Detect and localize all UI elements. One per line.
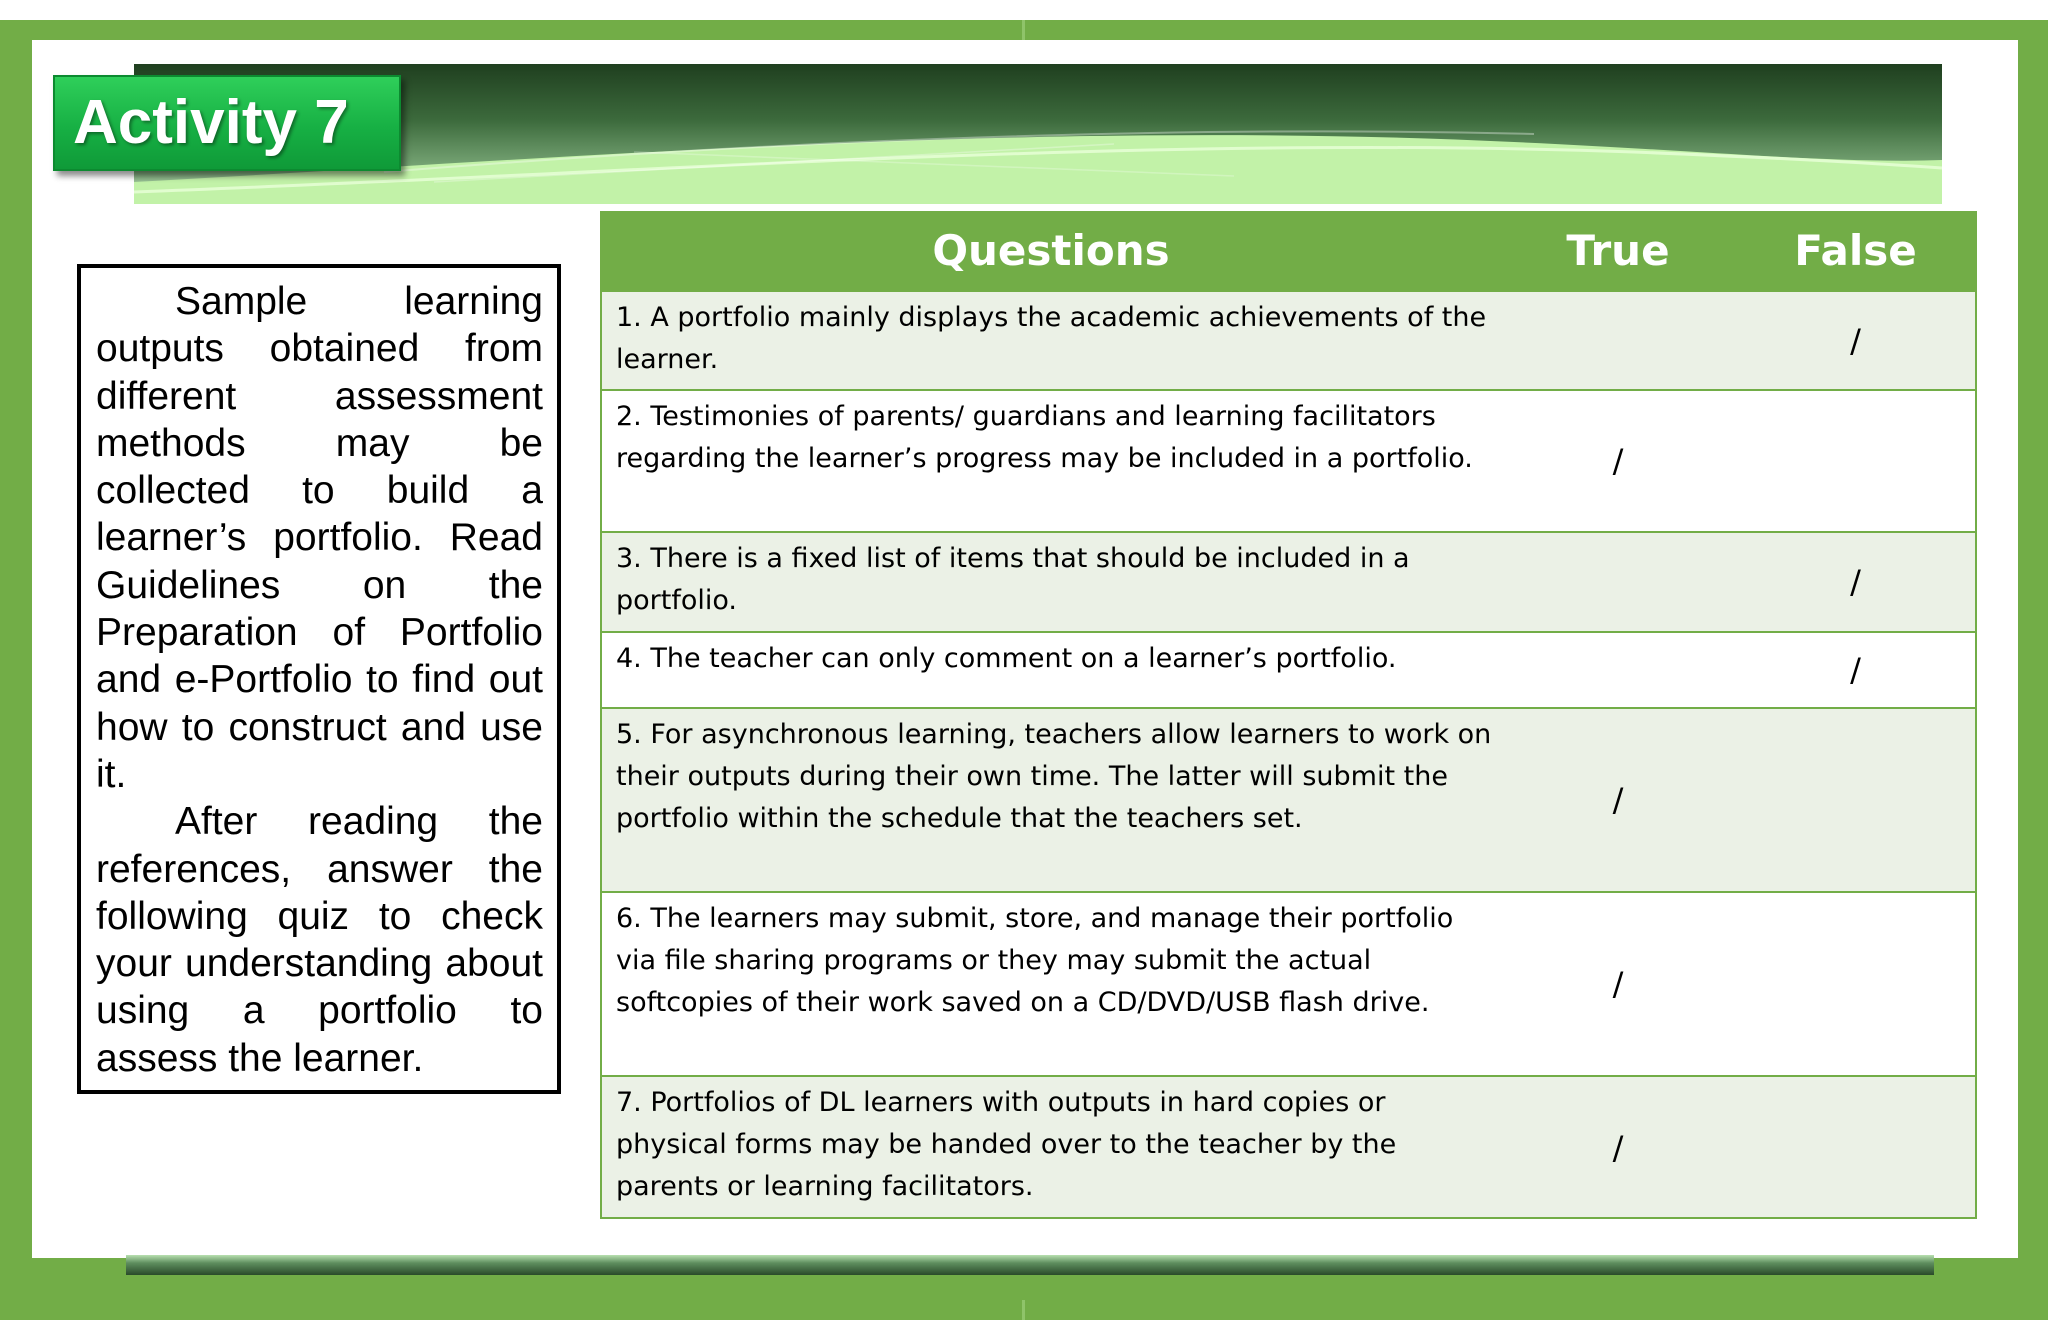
table-row [600,532,1977,632]
header-true: True [1502,211,1734,291]
false-mark [1734,390,1977,532]
table-row [600,291,1977,390]
footer-band [126,1255,1934,1275]
table-row [600,708,1977,892]
false-mark: / [1734,632,1977,708]
header-false: False [1734,211,1977,291]
true-mark: / [1502,1076,1734,1219]
false-mark [1734,708,1977,892]
false-mark: / [1734,291,1977,390]
question-text: 6. The learners may submit, store, and manage their portfolio via file sharing programs or they may submit the actual softcopies of their work saved on a CD/DVD/USB flash drive. [600,892,1502,1076]
question-text: 3. There is a fixed list of items that should be included in a portfolio. [600,532,1502,632]
frame-seam-bottom [1022,1300,1025,1320]
question-text: 5. For asynchronous learning, teachers allow learners to work on their outputs during their own time. The latter will submit the portfolio within the schedule that the teachers set. [600,708,1502,892]
question-text: 1. A portfolio mainly displays the academic achievements of the learner. [600,291,1502,390]
instructions-paragraph-2: After reading the references, answer the following quiz to check your understanding about using a portfolio to assess the learner. [96,800,543,1080]
activity-title: Activity 7 [53,75,401,171]
question-text: 4. The teacher can only comment on a learner’s portfolio. [600,632,1502,708]
table-row [600,892,1977,1076]
table-row [600,390,1977,532]
question-text: 7. Portfolios of DL learners with outputs in hard copies or physical forms may be handed over to the teacher by the parents or learning facilitators. [600,1076,1502,1219]
instructions-box [77,264,561,1094]
true-mark [1502,632,1734,708]
instructions-paragraph-1: Sample learning outputs obtained from different assessment methods may be collected to build a learner’s portfolio. Read Guidelines on the Preparation of Portfolio and e-Portfolio to find out how to construct and use it. [96,280,543,796]
true-mark [1502,291,1734,390]
quiz-header-row [600,211,1977,291]
header-wave-decoration [134,64,1942,204]
table-row [600,1076,1977,1219]
true-mark: / [1502,708,1734,892]
question-text: 2. Testimonies of parents/ guardians and learning facilitators regarding the learner’s progress may be included in a portfolio. [600,390,1502,532]
header-questions: Questions [600,211,1502,291]
false-mark: / [1734,532,1977,632]
true-mark: / [1502,390,1734,532]
false-mark [1734,892,1977,1076]
false-mark [1734,1076,1977,1219]
true-mark [1502,532,1734,632]
true-mark: / [1502,892,1734,1076]
table-row [600,632,1977,708]
quiz-table [600,211,1977,1219]
header-banner [134,64,1942,204]
